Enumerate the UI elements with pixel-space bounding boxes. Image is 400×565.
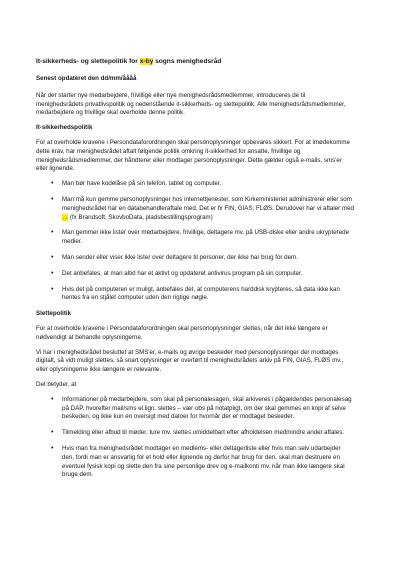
placeholder-highlight: … [62,213,69,221]
delete-paragraph-2: Vi har i menighedsrådet besluttet at SMS'er, e-mails og øvrige beskeder med personoplysninger der modtages digitalt, så vidt muligt slettes, så snart oplysninger er overført til menighedsrådets arkiv på FIN, GIAS, FLØS mv., eller oplysningerne ikke længere er relevante. [36,348,344,374]
list-item: • Man bør have kodelåse på sin telefon, tablet og computer. [36,180,354,189]
list-item: • Man må kun gemme personoplysninger hos internettjenester, som Kirkeministeriet administrerer eller som menighedsrådet har en databehandleraftale med. Det er fx FIN, GIAS, FLØS. Derudover har vi aftaler med … (fx Brandsoft, SkovboData, pladsbestillingsprogram) [36,196,354,222]
it-section-intro: For at overholde kravene i Persondataforordningen skal personoplysninger opbevares sikkert. For at imødekomme dette krav, har menighedsrådet aftalt følgende politik omkring it-sikkerhed for ansatte, frivillige og menighedsrådsmedlemmer, der håndterer eller modtager personoplysninger. Dette gælder også e-mails, sms'er eller lignende. [36,138,351,173]
last-updated: Senest opdateret den dd/mm/åååå [36,75,137,82]
it-section-heading: It-sikkerhedspolitik [36,124,93,132]
list-item: • Tilmelding eller afbud til møder, ture mv. slettes umiddelbart efter afholdelsen medmindre andet aftales. [36,429,354,438]
it-bullet-list [36,180,354,303]
document-title: It-sikkerheds- og slettepolitik for x-by sogns menighedsråd [36,58,222,65]
list-item: • Hvis man fra menighedsrådet modtager en medlems- eller deltagerliste eller hvis man selv udarbejder den, fordi man er ansvarlig for et hold eller lignende og derfor har brug for den, skal man destruere en eventuel fysisk kopi og slette den fra sine personlige drev og e-mailkonti mv. når man ikke længere skal bruge dem. [36,445,354,480]
list-item: • Hvis det på computeren er muligt, anbefales det, at computerens harddisk krypteres, så data ikke kan hentes fra en stjålet computer uden den rigtige nøgle. [36,286,354,304]
list-item: • Det anbefales, at man altid har et aktivt og opdateret antivirus program på sin computer. [36,270,354,279]
delete-bullet-list [36,396,354,480]
list-item: • Man gemmer ikke lister over medarbejdere, frivillige, deltagere mv. på USB-diske eller andre ukrypterede medier. [36,229,354,247]
delete-paragraph-3: Det betyder, at [36,380,77,388]
list-item: • Informationer på medarbejdere, som skal på personalesagen, skal arkiveres i pågældendes personalesag på DAP, hvorefter mail/sms el.lign. slettes – vær obs på notatpligt, om der skal gemmes en kopi af selve beskeden, og ikke kun en oversigt med datoer for hvornår der er modtaget beskeder. [36,396,354,422]
list-item: • Man sender eller viser ikke lister over deltagere til personer, der ikke har brug for dem. [36,254,354,263]
title-highlight: x-by [139,58,154,65]
delete-section-heading: Slettepolitik [36,310,72,318]
intro-paragraph: Når der starter nye medarbejdere, frivillige eller nye menighedsrådsmedlemmer, introduceres de til menighedsrådets privatlivspolitik og nedenstående it-sikkerheds- og slettepolitik. Alle menighedsrådsmedlemmer, medarbejdere og frivillige skal overholde denne politik. [36,91,346,117]
delete-paragraph-1: For at overholde kravene i Persondataforordningen skal personoplysninger slettes, når det ikke længere er nødvendigt at behandle oplysningerne. [36,324,328,341]
